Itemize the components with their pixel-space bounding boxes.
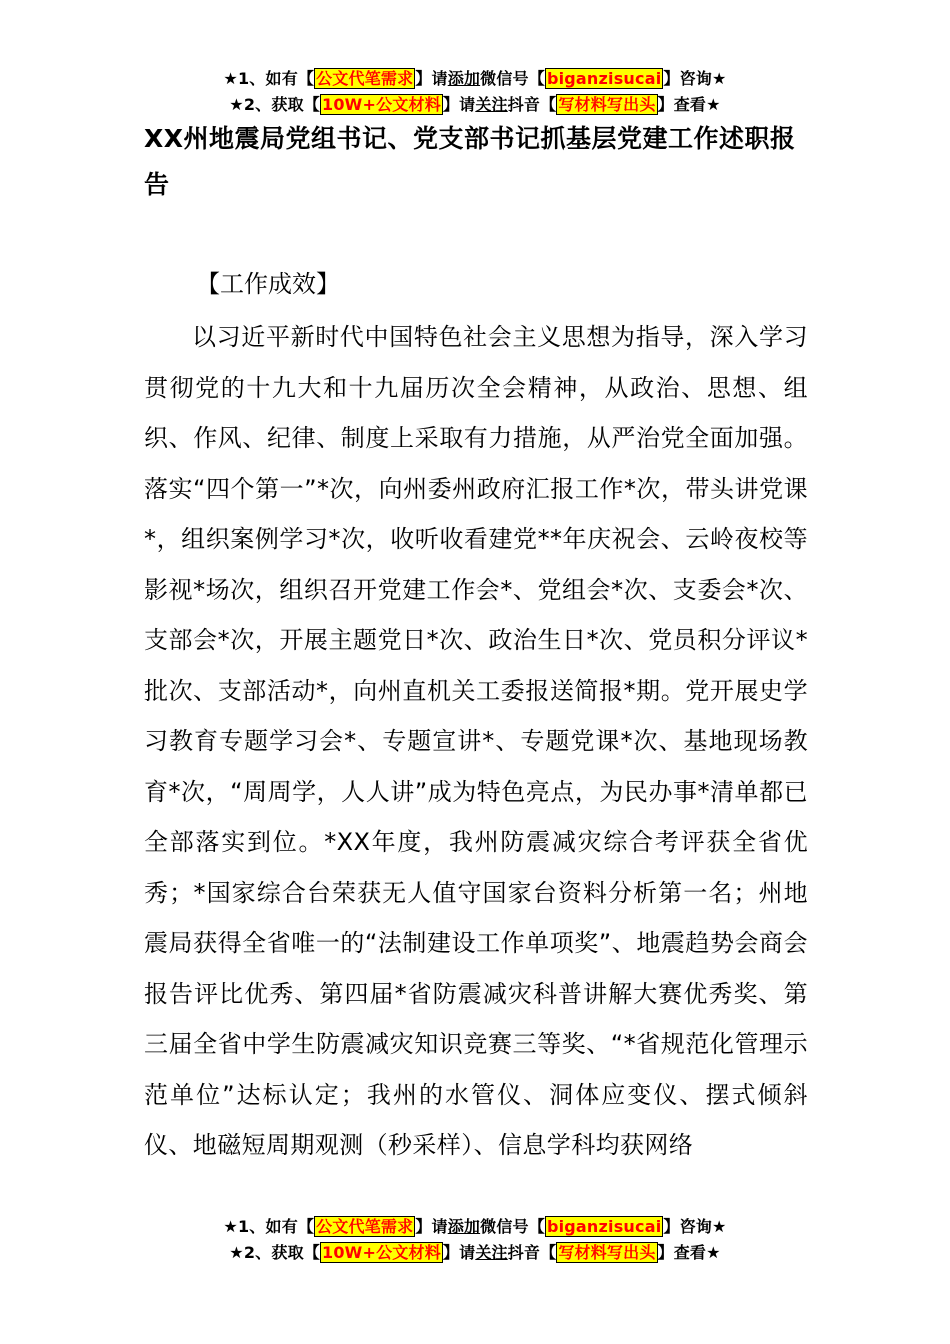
promo-highlight-materials: 10W+公文材料 xyxy=(321,1243,441,1262)
promo-highlight-douyin: 写材料写出头 xyxy=(558,1243,656,1262)
promo-highlight-douyin: 写材料写出头 xyxy=(558,95,656,114)
section-heading: 【工作成效】 xyxy=(196,270,340,298)
promo-highlight-wechat: biganzisucai xyxy=(546,1217,662,1236)
promo-highlight-service: 公文代笔需求 xyxy=(316,1217,414,1236)
promo-line-1: ★1、如有【 公文代笔需求 】请添加微信号【 biganzisucai 】咨询★ xyxy=(223,69,727,88)
promo-line-2: ★2、获取【 10W+公文材料 】请关注抖音【 写材料写出头 】查看★ xyxy=(229,95,721,114)
promo-header xyxy=(0,66,950,118)
promo-highlight-materials: 10W+公文材料 xyxy=(321,95,441,114)
document-title: XX州地震局党组书记、党支部书记抓基层党建工作述职报告 xyxy=(144,124,796,199)
promo-line-1: ★1、如有【 公文代笔需求 】请添加微信号【 biganzisucai 】咨询★ xyxy=(223,1217,727,1236)
promo-footer xyxy=(0,1214,950,1266)
promo-highlight-wechat: biganzisucai xyxy=(546,69,662,88)
promo-highlight-service: 公文代笔需求 xyxy=(316,69,414,88)
promo-line-2: ★2、获取【 10W+公文材料 】请关注抖音【 写材料写出头 】查看★ xyxy=(229,1243,721,1262)
body-paragraph: 以习近平新时代中国特色社会主义思想为指导，深入学习贯彻党的十九大和十九届历次全会精神，从政治、思想、组织、作风、纪律、制度上采取有力措施，从严治党全面加强。落实“四个第一”*次，向州委州政府汇报工作*次，带头讲党课*，组织案例学习*次，收听收看建党**年庆祝会、云岭夜校等影视*场次，组织召开党建工作会*、党组会*次、支委会*次、支部会*次，开展主题党日*次、政治生日*次、党员积分评议*批次、支部活动*，向州直机关工委报送简报*期。党开展史学习教育专题学习会*、专题宣讲*、专题党课*次、基地现场教育*次，“周周学，人人讲”成为特色亮点，为民办事*清单都已全部落实到位。*XX年度，我州防震减灾综合考评获全省优秀；*国家综合台荣获无人值守国家台资料分析第一名；州地震局获得全省唯一的“法制建设工作单项奖”、地震趋势会商会报告评比优秀、第四届*省防震减灾科普讲解大赛优秀奖、第三届全省中学生防震减灾知识竞赛三等奖、“*省规范化管理示范单位”达标认定；我州的水管仪、洞体应变仪、摆式倾斜仪、地磁短周期观测（秒采样）、信息学科均获网络 xyxy=(144,323,808,1159)
